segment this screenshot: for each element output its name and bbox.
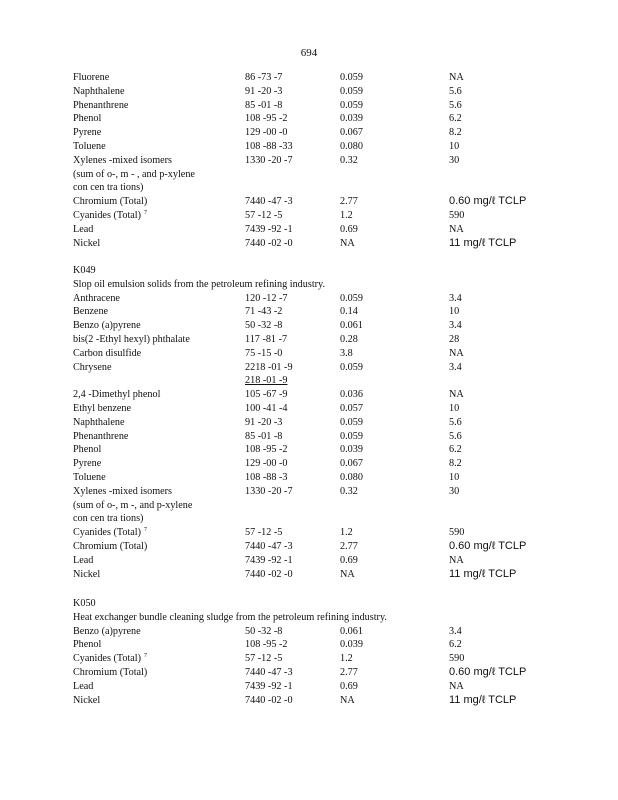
nonwastewater-standard: 5.6 [449, 85, 462, 97]
constituent-name: Benzo (a)pyrene [73, 625, 141, 637]
table-row [73, 485, 593, 499]
nonwastewater-standard: 5.6 [449, 430, 462, 442]
cas-number: 7440 -02 -0 [245, 568, 293, 580]
cas-number: 85 -01 -8 [245, 99, 283, 111]
table-row [73, 71, 593, 85]
constituent-name: Cyanides (Total) $^7$ [73, 526, 148, 539]
cas-number: 50 -32 -8 [245, 625, 283, 637]
nonwastewater-standard: 0.60 mg/ℓ TCLP [449, 539, 527, 552]
wastewater-standard: 0.059 [340, 99, 363, 111]
table-row [73, 292, 593, 306]
wastewater-standard: 0.14 [340, 306, 358, 318]
wastewater-standard: 0.036 [340, 389, 363, 401]
cas-number: 57 -12 -5 [245, 209, 283, 221]
table-row [73, 168, 593, 182]
constituent-name: Cyanides (Total) $^7$ [73, 652, 148, 665]
cas-number: 2218 -01 -9 [245, 361, 293, 373]
cas-number: 7439 -92 -1 [245, 223, 293, 235]
section-k050 [73, 597, 593, 707]
section-continued [73, 71, 593, 250]
constituent-name: Lead [73, 680, 94, 692]
table-row [73, 430, 593, 444]
cas-number: 75 -15 -0 [245, 347, 283, 359]
cas-number: 1330 -20 -7 [245, 485, 293, 497]
waste-code: K050 [73, 598, 96, 609]
constituent-name: Lead [73, 554, 94, 566]
nonwastewater-standard: 10 [449, 402, 460, 414]
cas-number: 85 -01 -8 [245, 430, 283, 442]
constituent-name: Fluorene [73, 72, 110, 83]
nonwastewater-standard: 11 mg/ℓ TCLP [449, 236, 517, 249]
table-row [73, 568, 593, 582]
table-row [73, 512, 593, 526]
constituent-name: Chromium (Total) [73, 196, 148, 208]
constituent-name: Naphthalene [73, 416, 125, 428]
table-row [73, 443, 593, 457]
cas-number: 57 -12 -5 [245, 653, 283, 665]
cas-number: 100 -41 -4 [245, 402, 288, 414]
cas-number: 129 -00 -0 [245, 458, 288, 470]
constituent-name: Xylenes -mixed isomers [73, 154, 173, 166]
wastewater-standard: 0.067 [340, 458, 363, 470]
wastewater-standard: 0.059 [340, 85, 363, 97]
table-row [73, 666, 593, 680]
constituent-name: Benzo (a)pyrene [73, 320, 141, 332]
cas-number: 1330 -20 -7 [245, 154, 293, 166]
cas-number: 71 -43 -2 [245, 306, 283, 318]
table-row [73, 237, 593, 251]
footnote-marker: 7 [144, 652, 148, 659]
wastewater-standard: 1.2 [340, 527, 353, 539]
table-row [73, 554, 593, 568]
footnote-marker: 7 [144, 209, 148, 216]
constituent-name: (sum of o-, m -, and p-xylene [73, 499, 193, 511]
cas-number: 7440 -02 -0 [245, 237, 293, 249]
cas-number: 7439 -92 -1 [245, 554, 293, 566]
nonwastewater-standard: 11 mg/ℓ TCLP [449, 693, 517, 706]
cas-number: 7440 -47 -3 [245, 196, 293, 208]
cas-number: 129 -00 -0 [245, 127, 288, 139]
wastewater-standard: 0.69 [340, 554, 358, 566]
wastewater-standard: 2.77 [340, 666, 358, 678]
wastewater-standard: 0.059 [340, 72, 363, 83]
wastewater-standard: 0.32 [340, 154, 358, 166]
table-row [73, 223, 593, 237]
constituent-name: Phenol [73, 444, 102, 456]
wastewater-standard: 0.067 [340, 127, 363, 139]
nonwastewater-standard: 8.2 [449, 458, 462, 470]
constituent-name: Lead [73, 223, 94, 235]
wastewater-standard: NA [340, 237, 355, 249]
nonwastewater-standard: 590 [449, 527, 465, 539]
constituent-name: con cen tra tions) [73, 182, 144, 194]
cas-number: 86 -73 -7 [245, 72, 283, 83]
nonwastewater-standard: 6.2 [449, 113, 462, 125]
nonwastewater-standard: 590 [449, 209, 465, 221]
constituent-name: Nickel [73, 694, 101, 706]
table-row [73, 361, 593, 375]
section-k049 [73, 264, 593, 581]
table-row [73, 625, 593, 639]
nonwastewater-standard: 6.2 [449, 639, 462, 651]
nonwastewater-standard: 8.2 [449, 127, 462, 139]
constituent-name: Pyrene [73, 458, 102, 470]
waste-description: Heat exchanger bundle cleaning sludge from the petroleum refining industry. [73, 611, 387, 623]
constituent-name: 2,4 -Dimethyl phenol [73, 389, 161, 401]
table-row [73, 347, 593, 361]
table-row [73, 305, 593, 319]
constituent-name: Toluene [73, 471, 106, 483]
constituent-name: Nickel [73, 237, 101, 249]
constituent-name: con cen tra tions) [73, 513, 144, 525]
footnote-marker: 7 [144, 526, 148, 533]
nonwastewater-standard: 5.6 [449, 416, 462, 428]
cas-number: 7440 -02 -0 [245, 694, 293, 706]
nonwastewater-standard: 0.60 mg/ℓ TCLP [449, 665, 527, 678]
wastewater-standard: 0.039 [340, 639, 363, 651]
cas-number: 50 -32 -8 [245, 320, 283, 332]
table-row [73, 471, 593, 485]
wastewater-standard: 0.061 [340, 320, 363, 332]
table-row [73, 457, 593, 471]
waste-description: Slop oil emulsion solids from the petroleum refining industry. [73, 278, 326, 290]
table-row [73, 99, 593, 113]
constituent-name: Benzene [73, 306, 109, 318]
wastewater-standard: NA [340, 694, 355, 706]
constituent-name: Phenol [73, 639, 102, 651]
nonwastewater-standard: NA [449, 680, 464, 692]
nonwastewater-standard: 10 [449, 140, 460, 152]
table-row [73, 526, 593, 540]
cas-number: 91 -20 -3 [245, 416, 283, 428]
cas-number: 108 -95 -2 [245, 444, 288, 456]
table-row [73, 680, 593, 694]
table-row [73, 652, 593, 666]
cas-number: 57 -12 -5 [245, 527, 283, 539]
cas-number: 108 -95 -2 [245, 639, 288, 651]
constituent-name: Carbon disulfide [73, 347, 142, 359]
wastewater-standard: 2.77 [340, 540, 358, 552]
nonwastewater-standard: 5.6 [449, 99, 462, 111]
cas-number: 108 -88 -33 [245, 140, 293, 152]
cas-number: 91 -20 -3 [245, 85, 283, 97]
cas-number: 7440 -47 -3 [245, 666, 293, 678]
table-row [73, 499, 593, 513]
wastewater-standard: 0.039 [340, 113, 363, 125]
nonwastewater-standard: 11 mg/ℓ TCLP [449, 567, 517, 580]
cas-number: 108 -95 -2 [245, 113, 288, 125]
table-row [73, 209, 593, 223]
cas-number: 7440 -47 -3 [245, 540, 293, 552]
table-row [73, 319, 593, 333]
nonwastewater-standard: 10 [449, 471, 460, 483]
cas-number: 120 -12 -7 [245, 292, 288, 304]
nonwastewater-standard: NA [449, 389, 464, 401]
constituent-name: Cyanides (Total) $^7$ [73, 209, 148, 221]
table-row [73, 112, 593, 126]
nonwastewater-standard: NA [449, 554, 464, 566]
waste-code: K049 [73, 265, 96, 276]
wastewater-standard: 0.080 [340, 471, 363, 483]
constituent-name: Phenanthrene [73, 99, 129, 111]
constituent-name: Pyrene [73, 127, 102, 139]
table-row [73, 195, 593, 209]
wastewater-standard: 0.061 [340, 625, 363, 637]
constituent-name: (sum of o-, m - , and p-xylene [73, 168, 195, 180]
wastewater-standard: 0.059 [340, 430, 363, 442]
nonwastewater-standard: 10 [449, 306, 460, 318]
nonwastewater-standard: NA [449, 223, 464, 235]
nonwastewater-standard: NA [449, 72, 464, 83]
nonwastewater-standard: 30 [449, 154, 460, 166]
constituent-name: Chromium (Total) [73, 540, 148, 552]
cas-number: 117 -81 -7 [245, 333, 288, 345]
wastewater-standard: 3.8 [340, 347, 353, 359]
wastewater-standard: 0.69 [340, 223, 358, 235]
wastewater-standard: 0.32 [340, 485, 358, 497]
nonwastewater-standard: 30 [449, 485, 460, 497]
wastewater-standard: 1.2 [340, 653, 353, 665]
nonwastewater-standard: 3.4 [449, 320, 462, 332]
wastewater-standard: 0.080 [340, 140, 363, 152]
nonwastewater-standard: 28 [449, 333, 460, 345]
wastewater-standard: 1.2 [340, 209, 353, 221]
wastewater-standard: 0.039 [340, 444, 363, 456]
nonwastewater-standard: 590 [449, 653, 465, 665]
table-row [73, 85, 593, 99]
wastewater-standard: 0.28 [340, 333, 358, 345]
constituent-name: Phenanthrene [73, 430, 129, 442]
constituent-name: Ethyl benzene [73, 402, 131, 414]
cas-number: 218 -01 -9 [245, 375, 288, 387]
table-row [73, 333, 593, 347]
wastewater-standard: 2.77 [340, 196, 358, 208]
table-row [73, 694, 593, 708]
wastewater-standard: 0.69 [340, 680, 358, 692]
nonwastewater-standard: 3.4 [449, 361, 462, 373]
constituent-name: bis(2 -Ethyl hexyl) phthalate [73, 333, 190, 345]
page-number: 694 [300, 47, 318, 59]
wastewater-standard: 0.059 [340, 361, 363, 373]
cas-number: 105 -67 -9 [245, 389, 288, 401]
constituent-name: Chrysene [73, 361, 112, 373]
table-row [73, 140, 593, 154]
nonwastewater-standard: 3.4 [449, 292, 462, 304]
table-row [73, 402, 593, 416]
wastewater-standard: 0.059 [340, 416, 363, 428]
nonwastewater-standard: 0.60 mg/ℓ TCLP [449, 195, 527, 208]
wastewater-standard: 0.057 [340, 402, 363, 414]
cas-number: 108 -88 -3 [245, 471, 288, 483]
table-row [73, 540, 593, 554]
wastewater-standard: NA [340, 568, 355, 580]
constituent-name: Chromium (Total) [73, 666, 148, 678]
table-row [73, 181, 593, 195]
constituent-name: Xylenes -mixed isomers [73, 485, 173, 497]
constituent-name: Nickel [73, 568, 101, 580]
nonwastewater-standard: 3.4 [449, 625, 462, 637]
table-row [73, 416, 593, 430]
constituent-name: Anthracene [73, 292, 120, 304]
constituent-name: Toluene [73, 140, 106, 152]
table-row [73, 374, 593, 388]
cas-number: 7439 -92 -1 [245, 680, 293, 692]
constituent-name: Naphthalene [73, 85, 125, 97]
table-row [73, 638, 593, 652]
nonwastewater-standard: NA [449, 347, 464, 359]
nonwastewater-standard: 6.2 [449, 444, 462, 456]
constituent-name: Phenol [73, 113, 102, 125]
table-row [73, 154, 593, 168]
table-row [73, 126, 593, 140]
wastewater-standard: 0.059 [340, 292, 363, 304]
table-row [73, 388, 593, 402]
